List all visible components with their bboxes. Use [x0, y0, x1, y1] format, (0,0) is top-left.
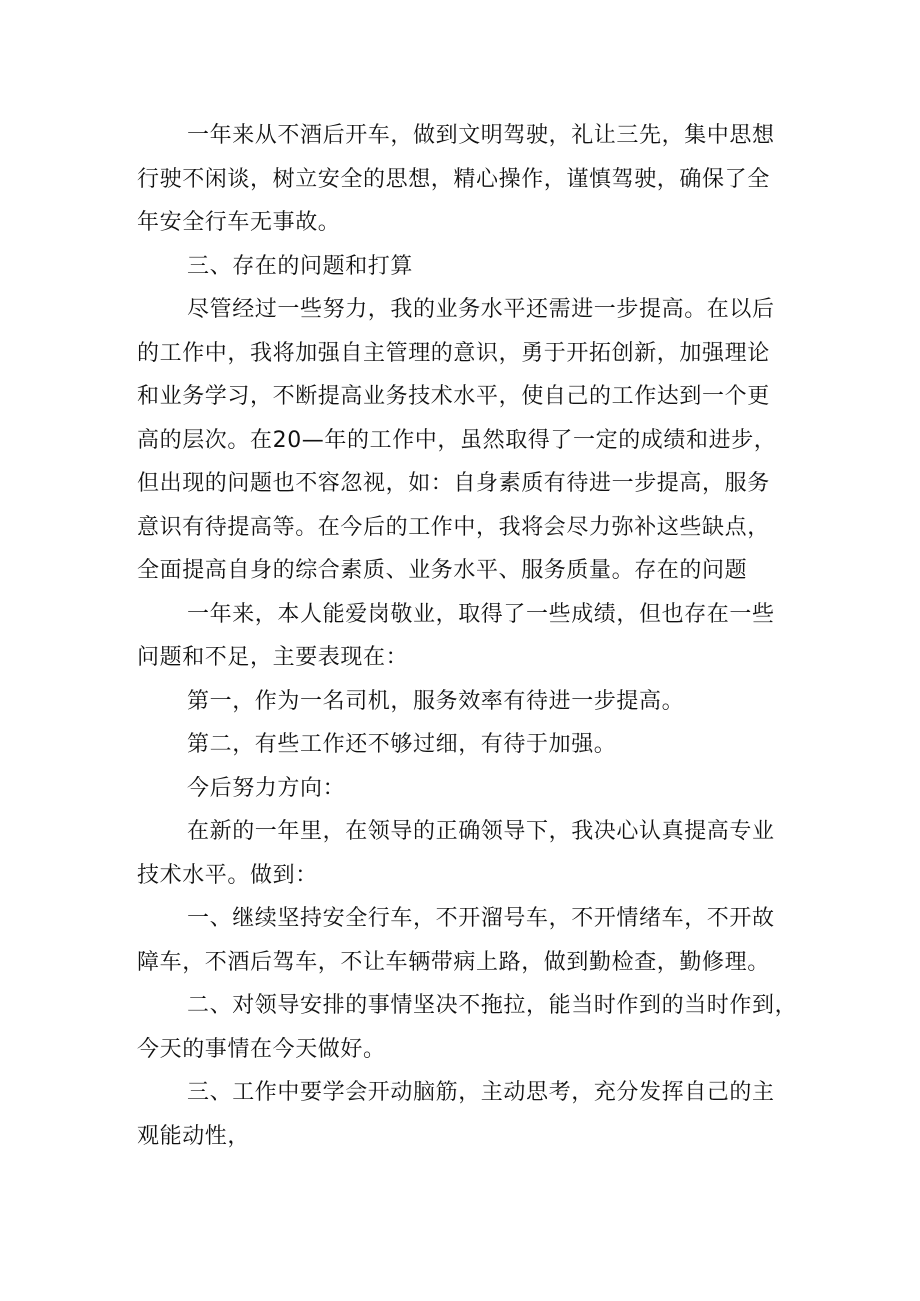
text-line: 一年来从不酒后开车，做到文明驾驶，礼让三先，集中思想: [187, 123, 775, 148]
text-line: 今天的事情在今天做好。: [137, 1036, 386, 1062]
text-line: 今后努力方向：: [187, 775, 346, 801]
text-line: 障车，不酒后驾车，不让车辆带病上路，做到勤检查，勤修理。: [137, 949, 770, 975]
text-line: 第二，有些工作还不够过细，有待于加强。: [187, 732, 617, 757]
text-line: 第一，作为一名司机，服务效率有待进一步提高。: [187, 688, 685, 714]
text-line: 和业务学习，不断提高业务技术水平，使自己的工作达到一个更: [137, 384, 770, 409]
document-body: [137, 114, 798, 1158]
text-line: 尽管经过一些努力，我的业务水平还需进一步提高。在以后: [187, 297, 775, 322]
text-line: 高的层次。在20—年的工作中，虽然取得了一定的成绩和进步，: [137, 427, 777, 453]
text-line: 年安全行车无事故。: [137, 210, 341, 235]
text-line: 在新的一年里，在领导的正确领导下，我决心认真提高专业: [187, 819, 775, 844]
text-line: 技术水平。做到：: [137, 862, 318, 888]
text-line: 行驶不闲谈，树立安全的思想，精心操作，谨慎驾驶，确保了全: [137, 166, 770, 192]
text-line: 二、对领导安排的事情坚决不拖拉，能当时作到的当时作到，: [187, 993, 798, 1018]
text-line: 三、工作中要学会开动脑筋，主动思考，充分发挥自己的主: [187, 1080, 775, 1105]
text-line: 问题和不足，主要表现在：: [137, 645, 409, 670]
text-line: 但出现的问题也不容忽视，如：自身素质有待进一步提高，服务: [137, 471, 770, 496]
text-line: 意识有待提高等。在今后的工作中，我将会尽力弥补这些缺点，: [137, 514, 770, 540]
text-line: 一、继续坚持安全行车，不开溜号车，不开情绪车，不开故: [187, 906, 775, 931]
text-line: 全面提高自身的综合素质、业务水平、服务质量。存在的问题: [137, 558, 748, 583]
text-line: 一年来，本人能爱岗敬业，取得了一些成绩，但也存在一些: [187, 601, 775, 627]
text-line: 观能动性，: [137, 1123, 251, 1149]
text-line: 的工作中，我将加强自主管理的意识，勇于开拓创新，加强理论: [137, 340, 770, 366]
text-line: 三、存在的问题和打算: [187, 253, 414, 279]
